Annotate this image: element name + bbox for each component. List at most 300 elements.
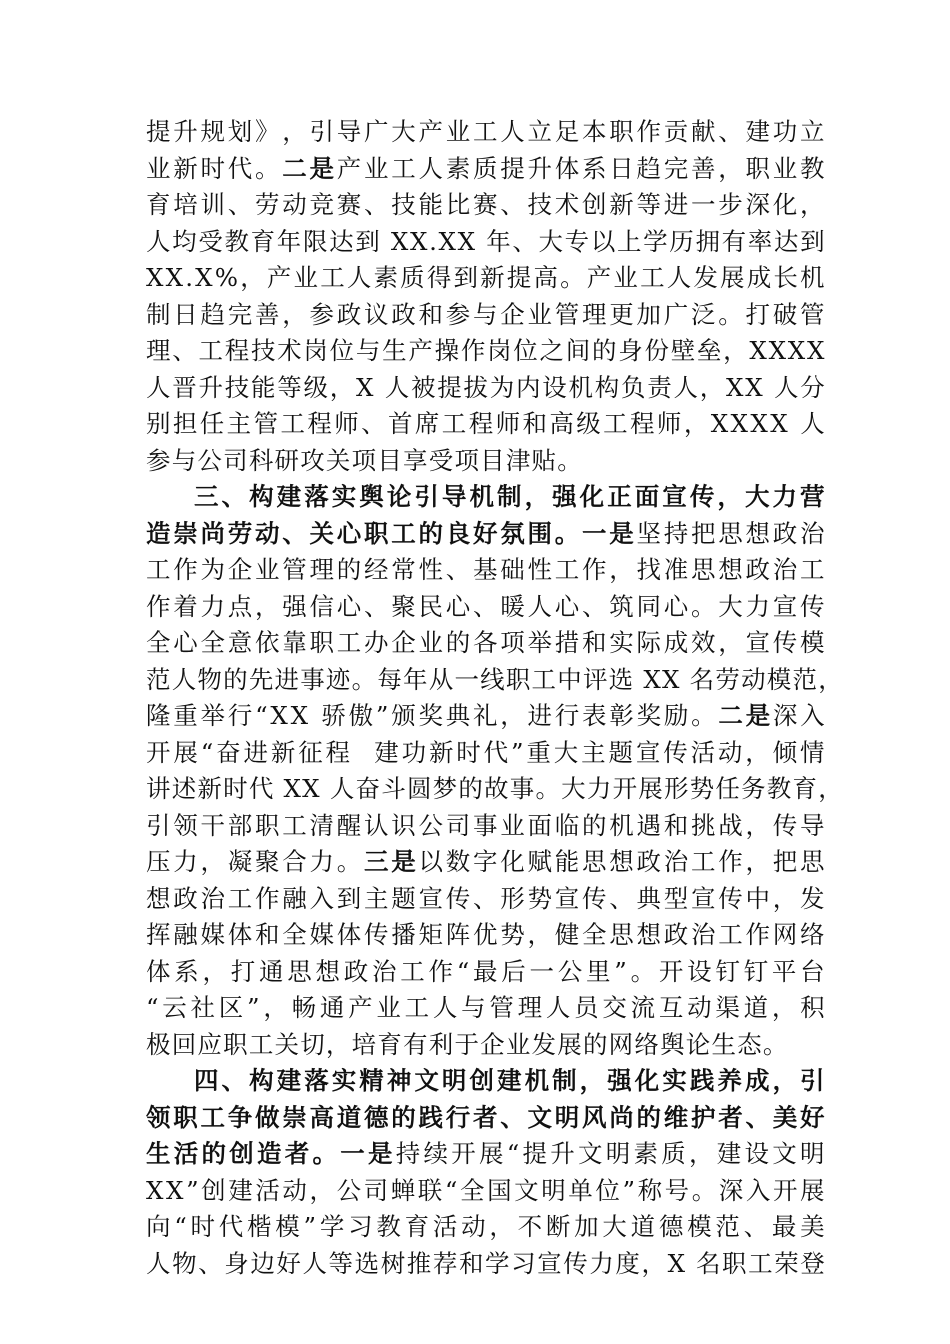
text-char: 规 xyxy=(200,117,227,146)
text-char: 政 xyxy=(173,883,199,913)
text-char: “ xyxy=(506,1139,521,1168)
text-char: 和 xyxy=(458,1248,485,1278)
text-char: 云 xyxy=(162,993,188,1022)
text-char: 司 xyxy=(445,810,472,840)
text-char: 范 xyxy=(715,1212,742,1241)
text-char: 强 xyxy=(282,591,308,621)
text-char: 内 xyxy=(516,372,542,402)
text-char: 员 xyxy=(574,993,600,1022)
text-char: 教 xyxy=(224,226,251,256)
text-char: 公 xyxy=(557,956,584,986)
text-char: 钉 xyxy=(743,956,770,986)
bold-text-char: 落 xyxy=(304,482,330,511)
text-char: 展 xyxy=(638,774,664,803)
text-char: 举 xyxy=(527,628,554,657)
bold-text-char: 工 xyxy=(200,1102,227,1132)
text-char: 故 xyxy=(484,774,510,803)
document-body xyxy=(146,114,844,1282)
text-char: 劳 xyxy=(255,190,281,219)
text-char: 切 xyxy=(300,1029,326,1059)
text-char: 人 xyxy=(673,372,700,402)
text-char: ， xyxy=(800,190,826,219)
text-char: 工 xyxy=(336,628,363,657)
text-char xyxy=(275,771,284,808)
text-char: X xyxy=(749,336,769,365)
text-char: 准 xyxy=(663,555,690,584)
text-char: 办 xyxy=(364,628,390,657)
text-char: 政 xyxy=(343,956,370,986)
text-char: 政 xyxy=(391,299,417,329)
text-char: 础 xyxy=(500,555,526,584)
text-char: 回 xyxy=(171,1029,198,1059)
text-char: 管 xyxy=(800,299,826,329)
bold-text-char: 文 xyxy=(414,1066,441,1095)
text-char: 育 xyxy=(404,1212,431,1241)
bold-text-char: 。 xyxy=(554,518,581,548)
text-line xyxy=(146,406,826,443)
text-char: 打 xyxy=(745,299,772,329)
bold-text-char: 创 xyxy=(229,1139,255,1168)
text-char: 模 xyxy=(766,664,793,694)
text-char: 企 xyxy=(227,555,254,584)
text-char: 化 xyxy=(772,190,799,219)
text-char: 靠 xyxy=(282,628,308,657)
text-char: 导 xyxy=(800,810,826,840)
text-char: 作 xyxy=(428,956,455,986)
text-char: 线 xyxy=(480,664,506,694)
text-char: 。 xyxy=(718,299,744,329)
text-char: 名 xyxy=(695,1248,722,1278)
text-line xyxy=(146,735,826,772)
text-char: 斗 xyxy=(381,774,407,803)
text-line xyxy=(146,187,826,224)
text-char: 设 xyxy=(744,1139,771,1168)
text-char: 工 xyxy=(554,555,581,584)
bold-text-char: 尚 xyxy=(609,1102,635,1132)
text-char: 作 xyxy=(582,555,608,584)
bold-text-char: 崇 xyxy=(173,518,199,548)
text-char: 、 xyxy=(512,226,539,256)
text-char: 完 xyxy=(663,153,690,183)
bold-text-char: 领 xyxy=(146,1102,172,1132)
text-char: 事 xyxy=(300,664,326,694)
text-char: “ xyxy=(146,993,160,1022)
text-char: X xyxy=(195,263,214,292)
text-char xyxy=(364,735,373,772)
text-char: 形 xyxy=(500,883,526,913)
text-line xyxy=(146,881,826,918)
text-char: 大 xyxy=(602,1212,629,1241)
text-char: 贴 xyxy=(531,445,558,475)
text-char: 赛 xyxy=(473,190,499,219)
bold-text-char: 制 xyxy=(497,482,523,511)
text-char: 交 xyxy=(602,993,629,1022)
text-char: 健 xyxy=(554,920,581,949)
text-char: 深 xyxy=(772,701,799,730)
text-char: 技 xyxy=(527,190,554,219)
text-char: 述 xyxy=(171,774,198,803)
bold-text-char: 生 xyxy=(146,1139,172,1168)
text-char: 与 xyxy=(473,299,499,329)
text-char: ， xyxy=(699,372,726,402)
text-char: 习 xyxy=(348,1212,374,1241)
text-char: 凝 xyxy=(227,847,254,876)
text-char: 攻 xyxy=(300,445,326,475)
bold-text-char: 引 xyxy=(800,1066,826,1095)
text-char: 人 xyxy=(527,591,554,621)
bold-text-char: 的 xyxy=(391,1102,417,1132)
text-char: 发 xyxy=(800,883,826,913)
bold-text-char: 养 xyxy=(717,1066,744,1095)
bold-text-char: 一 xyxy=(340,1139,366,1168)
bold-text-char: 化 xyxy=(634,1066,661,1095)
text-char: 工 xyxy=(391,153,417,183)
text-char: 互 xyxy=(658,993,685,1022)
text-char: 职 xyxy=(255,810,281,840)
text-char: 职 xyxy=(745,153,772,183)
text-char: 奋 xyxy=(355,774,382,803)
text-char: 和 xyxy=(418,299,445,329)
text-char: 动 xyxy=(282,1175,309,1205)
text-char: 份 xyxy=(644,336,671,365)
text-char: 举 xyxy=(200,701,227,730)
text-char: 宣 xyxy=(537,1248,563,1278)
text-char: 征 xyxy=(298,737,324,767)
text-char xyxy=(687,1246,696,1283)
text-char: 文 xyxy=(772,1139,798,1168)
text-char: ， xyxy=(718,153,744,183)
text-char: ， xyxy=(683,409,710,438)
text-char: 建 xyxy=(374,737,400,767)
text-char: 事 xyxy=(473,810,499,840)
text-char: 荣 xyxy=(774,1248,800,1278)
text-char: 思 xyxy=(609,920,635,949)
text-char: 广 xyxy=(364,117,390,146)
text-char: 技 xyxy=(250,336,277,365)
text-char: 广 xyxy=(663,299,690,329)
text-char: 圆 xyxy=(406,774,433,803)
text-char: 管 xyxy=(282,555,308,584)
text-char: 间 xyxy=(565,336,592,365)
text-char: 明 xyxy=(541,1175,567,1205)
text-char: 业 xyxy=(772,153,799,183)
text-char: 范 xyxy=(146,664,172,694)
bold-text-char: ， xyxy=(579,1066,606,1095)
bold-text-char: 三 xyxy=(194,482,220,511)
text-char: 把 xyxy=(772,847,799,876)
text-char: 思 xyxy=(800,847,826,876)
text-char: 。 xyxy=(691,701,717,730)
text-char: 达 xyxy=(773,226,800,256)
text-char: 传 xyxy=(563,1248,589,1278)
text-char: 持 xyxy=(663,518,690,548)
text-char: ， xyxy=(641,1248,668,1278)
text-char: 建 xyxy=(716,1139,743,1168)
text-char: 思 xyxy=(691,555,717,584)
text-line xyxy=(146,370,826,407)
bold-text-char: 者 xyxy=(718,1102,744,1132)
text-char: 时 xyxy=(190,1212,217,1241)
text-char: 以 xyxy=(418,847,445,876)
text-char: 行 xyxy=(227,701,254,730)
text-char: 代 xyxy=(248,774,275,803)
text-char: 开 xyxy=(451,1139,477,1168)
text-char: 献 xyxy=(691,117,717,146)
text-char: 力 xyxy=(173,847,199,876)
text-char: X xyxy=(166,1175,185,1205)
text-char: 压 xyxy=(146,847,172,876)
text-line xyxy=(146,1209,826,1246)
text-char: 全 xyxy=(146,628,172,657)
text-char: 部 xyxy=(227,810,254,840)
text-char: 发 xyxy=(693,263,720,292)
text-char: 动 xyxy=(687,993,713,1022)
text-char: 的 xyxy=(582,810,608,840)
bold-text-char: 机 xyxy=(469,482,496,511)
text-char: 务 xyxy=(741,774,767,803)
text-char: 力 xyxy=(586,774,613,803)
text-char: 实 xyxy=(609,628,635,657)
text-char: 日 xyxy=(173,299,199,329)
text-char: 年 xyxy=(486,226,512,256)
text-char: 立 xyxy=(527,117,554,146)
text-char: 师 xyxy=(495,409,522,438)
bold-text-char: 、 xyxy=(500,1102,526,1132)
text-char: 善 xyxy=(691,153,717,183)
text-char: 公 xyxy=(418,810,445,840)
text-char xyxy=(477,224,486,261)
bold-text-char: 四 xyxy=(194,1066,220,1095)
text-char: 动 xyxy=(282,190,308,219)
text-char: 工 xyxy=(227,883,254,913)
text-char: 传 xyxy=(718,883,744,913)
text-char: 作 xyxy=(255,883,281,913)
text-char xyxy=(321,771,330,808)
text-char: 力 xyxy=(745,591,772,621)
text-char: 。 xyxy=(691,1175,718,1205)
text-char: 工 xyxy=(531,664,558,694)
text-char: 位 xyxy=(595,1175,622,1205)
text-char: 体 xyxy=(554,153,581,183)
text-char: X xyxy=(290,701,310,730)
text-char: 展 xyxy=(557,1029,583,1059)
text-char: 业 xyxy=(376,993,403,1022)
text-char: 等 xyxy=(328,1248,355,1278)
text-char: ” xyxy=(614,956,629,986)
text-char: 经 xyxy=(364,555,390,584)
text-char: 到 xyxy=(355,226,381,256)
text-char: 。 xyxy=(560,263,586,292)
text-char: 引 xyxy=(146,810,172,840)
text-char: 势 xyxy=(527,883,554,913)
text-char: 合 xyxy=(282,847,308,876)
text-char: 新 xyxy=(197,774,224,803)
text-char: 均 xyxy=(172,226,198,256)
bold-text-char: 成 xyxy=(744,1066,771,1095)
text-char: 建 xyxy=(228,1175,254,1205)
text-char: 人 xyxy=(346,263,373,292)
text-char: 师 xyxy=(656,409,683,438)
text-char: 大 xyxy=(538,226,565,256)
text-char: 素 xyxy=(373,263,400,292)
bold-text-char: 实 xyxy=(331,482,358,511)
text-char: 断 xyxy=(545,1212,572,1241)
text-char: 生 xyxy=(382,336,408,365)
bold-text-char: 者 xyxy=(284,1139,311,1168)
text-char: 、 xyxy=(198,1248,224,1278)
text-char: 科 xyxy=(248,445,275,475)
text-char: 升 xyxy=(550,1139,576,1168)
text-char: 动 xyxy=(717,737,744,767)
text-char: 业 xyxy=(505,1029,532,1059)
text-char: 和 xyxy=(255,920,281,949)
text-char: 师 xyxy=(334,409,360,438)
text-char: 打 xyxy=(230,956,257,986)
text-char: 有 xyxy=(403,1029,429,1059)
text-char: 度 xyxy=(615,1248,642,1278)
text-char: 讲 xyxy=(146,774,172,803)
bold-text-char: 强 xyxy=(552,482,578,511)
text-char: 参 xyxy=(309,299,336,329)
text-char: 全 xyxy=(200,628,227,657)
bold-text-char: 明 xyxy=(554,1102,581,1132)
text-char: 体 xyxy=(227,920,254,949)
text-line xyxy=(146,260,826,297)
text-char: 善 xyxy=(255,299,281,329)
bold-text-char: 强 xyxy=(607,1066,633,1095)
text-char: 开 xyxy=(612,774,639,803)
text-line xyxy=(146,1063,826,1100)
text-char: 想 xyxy=(636,920,663,949)
text-char: X xyxy=(438,226,458,256)
text-char: 术 xyxy=(277,336,303,365)
text-char: ， xyxy=(329,372,356,402)
text-char: 积 xyxy=(800,993,826,1022)
text-char: 人 xyxy=(418,153,445,183)
text-char: 趋 xyxy=(636,153,663,183)
text-char: 划 xyxy=(227,117,254,146)
text-char: 系 xyxy=(582,153,608,183)
text-char: 德 xyxy=(658,1212,685,1241)
text-char: 业 xyxy=(445,117,472,146)
text-char: 范 xyxy=(792,664,819,694)
text-char: 人 xyxy=(302,1248,329,1278)
text-char: ， xyxy=(282,117,308,146)
text-char: 为 xyxy=(200,555,227,584)
text-char: X xyxy=(750,409,770,438)
text-char: 习 xyxy=(511,1248,537,1278)
text-char: 宣 xyxy=(635,737,662,767)
text-char: . xyxy=(429,226,439,256)
text-char: 想 xyxy=(609,847,635,876)
text-char: 劳 xyxy=(715,664,742,694)
text-char: 治 xyxy=(800,518,826,548)
text-char: 人 xyxy=(146,226,172,256)
text-char: 工 xyxy=(404,993,431,1022)
text-char: X xyxy=(146,1175,165,1205)
text-char: 活 xyxy=(255,1175,282,1205)
text-char: 工 xyxy=(603,409,629,438)
text-char: “ xyxy=(255,701,269,730)
text-char: 程 xyxy=(307,409,334,438)
text-char: 舆 xyxy=(660,1029,686,1059)
text-char: 平 xyxy=(771,956,798,986)
text-char: 基 xyxy=(473,555,499,584)
text-char: 任 xyxy=(199,409,226,438)
text-char: 享 xyxy=(403,445,429,475)
text-char: 信 xyxy=(309,591,336,621)
text-char: ， xyxy=(772,883,799,913)
text-char: 》 xyxy=(255,117,281,146)
text-char: 政 xyxy=(636,847,663,876)
text-char: 职 xyxy=(609,117,635,146)
text-char: 更 xyxy=(609,299,635,329)
text-line xyxy=(146,151,826,188)
text-char: 工 xyxy=(146,555,172,584)
text-char: 壁 xyxy=(670,336,697,365)
text-char: 宣 xyxy=(554,883,581,913)
text-char: 边 xyxy=(250,1248,277,1278)
text-char: ， xyxy=(489,1212,516,1241)
bold-text-char: ， xyxy=(524,482,551,511)
text-char: 到 xyxy=(800,226,826,256)
text-char: 为 xyxy=(489,372,516,402)
text-char: X xyxy=(806,336,826,365)
text-char: 一 xyxy=(454,664,481,694)
text-char: 、 xyxy=(227,190,254,219)
text-char: 管 xyxy=(489,993,516,1022)
text-char: 网 xyxy=(772,920,799,949)
text-char: 力 xyxy=(589,1248,616,1278)
text-char: 战 xyxy=(718,810,744,840)
bold-text-char: 的 xyxy=(636,1102,663,1132)
text-char: 励 xyxy=(663,701,690,730)
text-char: 持 xyxy=(395,1139,422,1168)
text-char: 奖 xyxy=(418,701,445,730)
text-char: 升 xyxy=(527,153,554,183)
text-char: 续 xyxy=(423,1139,450,1168)
bold-text-char: 良 xyxy=(445,518,472,548)
text-char: 工 xyxy=(473,117,499,146)
bold-text-char: 、 xyxy=(745,1102,772,1132)
text-char: 步 xyxy=(718,190,744,219)
bold-text-char: 化 xyxy=(579,482,606,511)
text-char: 到 xyxy=(336,883,363,913)
text-char: ” xyxy=(247,993,261,1022)
text-char: 学 xyxy=(485,1248,511,1278)
text-char: 治 xyxy=(691,920,717,949)
bold-text-char: 文 xyxy=(527,1102,554,1132)
text-char: X xyxy=(667,1248,687,1278)
text-char: 力 xyxy=(309,847,336,876)
text-char: 公 xyxy=(336,1175,363,1205)
text-char: 能 xyxy=(418,190,445,219)
text-char: 态 xyxy=(737,1029,763,1059)
text-char: 操 xyxy=(434,336,461,365)
text-char: 开 xyxy=(658,956,685,986)
text-char: 项 xyxy=(500,628,526,657)
bold-text-char: 正 xyxy=(607,482,633,511)
text-char: 性 xyxy=(527,555,554,584)
bold-text-char: 宣 xyxy=(662,482,688,511)
text-char: 职 xyxy=(505,664,532,694)
text-char: 率 xyxy=(747,226,774,256)
bold-text-char: ， xyxy=(772,1066,799,1095)
text-char: 题 xyxy=(391,883,417,913)
text-char: ” xyxy=(375,701,390,730)
bold-text-char: 大 xyxy=(744,482,771,511)
text-char: 奋 xyxy=(216,737,242,767)
